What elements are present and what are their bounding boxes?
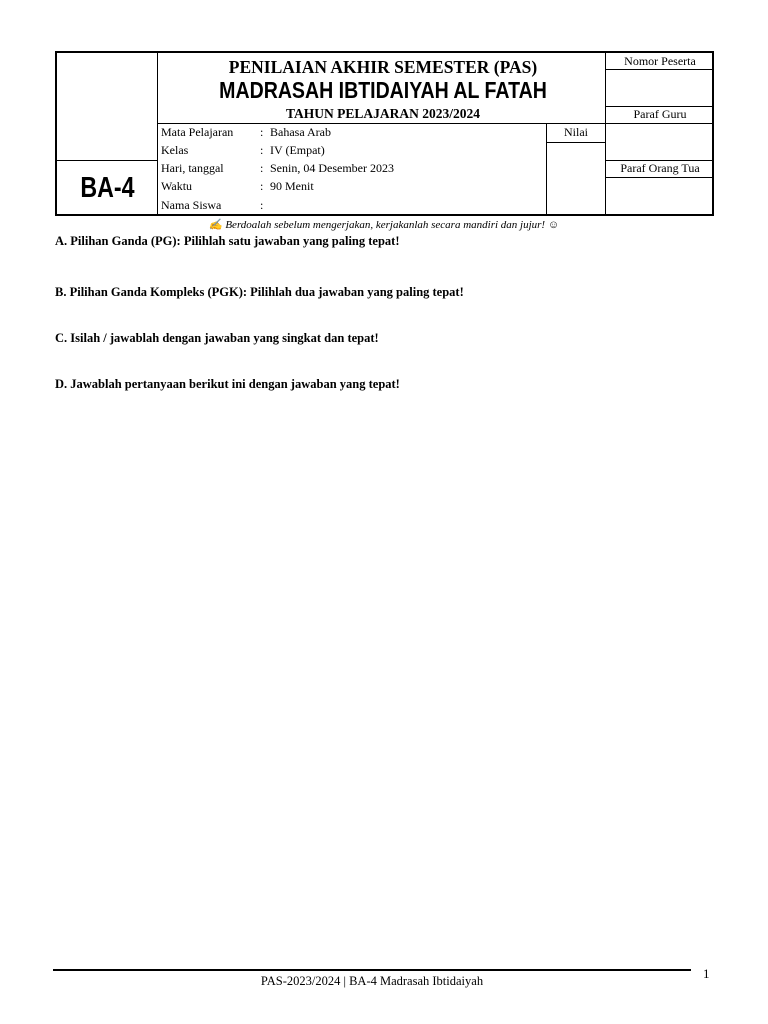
participant-number-label: Nomor Peserta [624, 54, 696, 68]
academic-year: TAHUN PELAJARAN 2023/2024 [285, 106, 480, 121]
footer-text: PAS-2023/2024 | BA-4 Madrasah Ibtidaiyah [260, 974, 484, 988]
section-a-instruction: A. Pilihan Ganda (PG): Pilihlah satu jawaban yang paling tepat! [55, 234, 400, 248]
school-name: MADRASAH IBTIDAIYAH AL FATAH [219, 77, 547, 103]
participant-number-box[interactable] [606, 70, 714, 106]
exam-code: BA-4 [80, 172, 135, 204]
parent-initials-label: Paraf Orang Tua [620, 161, 700, 175]
parent-initials-box[interactable] [606, 178, 714, 214]
footer-divider [53, 969, 691, 971]
prayer-note: ✍ Berdoalah sebelum mengerjakan, kerjakanlah secara mandiri dan jujur! ☺ [208, 219, 560, 231]
section-c-instruction: C. Isilah / jawablah dengan jawaban yang singkat dan tepat! [55, 331, 379, 345]
exam-title: PENILAIAN AKHIR SEMESTER (PAS) [228, 57, 538, 77]
exam-header-box: BA-4 PENILAIAN AKHIR SEMESTER (PAS) MADRASAH IBTIDAIYAH AL FATAH TAHUN PELAJARAN 2023/2024 Mata Pelajaran : Bahasa Arab Kelas : IV (Empat) Hari, tanggal : Senin, 04 Desember 2023 Waktu : 90 Menit Nama Siswa : Nilai Nomor Peserta Paraf Guru Paraf Orang Tua [55, 51, 714, 216]
section-b-instruction: B. Pilihan Ganda Kompleks (PGK): Pilihlah dua jawaban yang paling tepat! [55, 285, 464, 299]
teacher-initials-label: Paraf Guru [633, 107, 687, 121]
section-d-instruction: D. Jawablah pertanyaan berikut ini dengan jawaban yang tepat! [55, 377, 400, 391]
divider [157, 53, 158, 214]
page-number: 1 [703, 966, 710, 981]
score-box[interactable] [547, 143, 605, 214]
divider [157, 123, 605, 124]
teacher-initials-box[interactable] [606, 124, 714, 160]
score-label: Nilai [564, 125, 588, 139]
